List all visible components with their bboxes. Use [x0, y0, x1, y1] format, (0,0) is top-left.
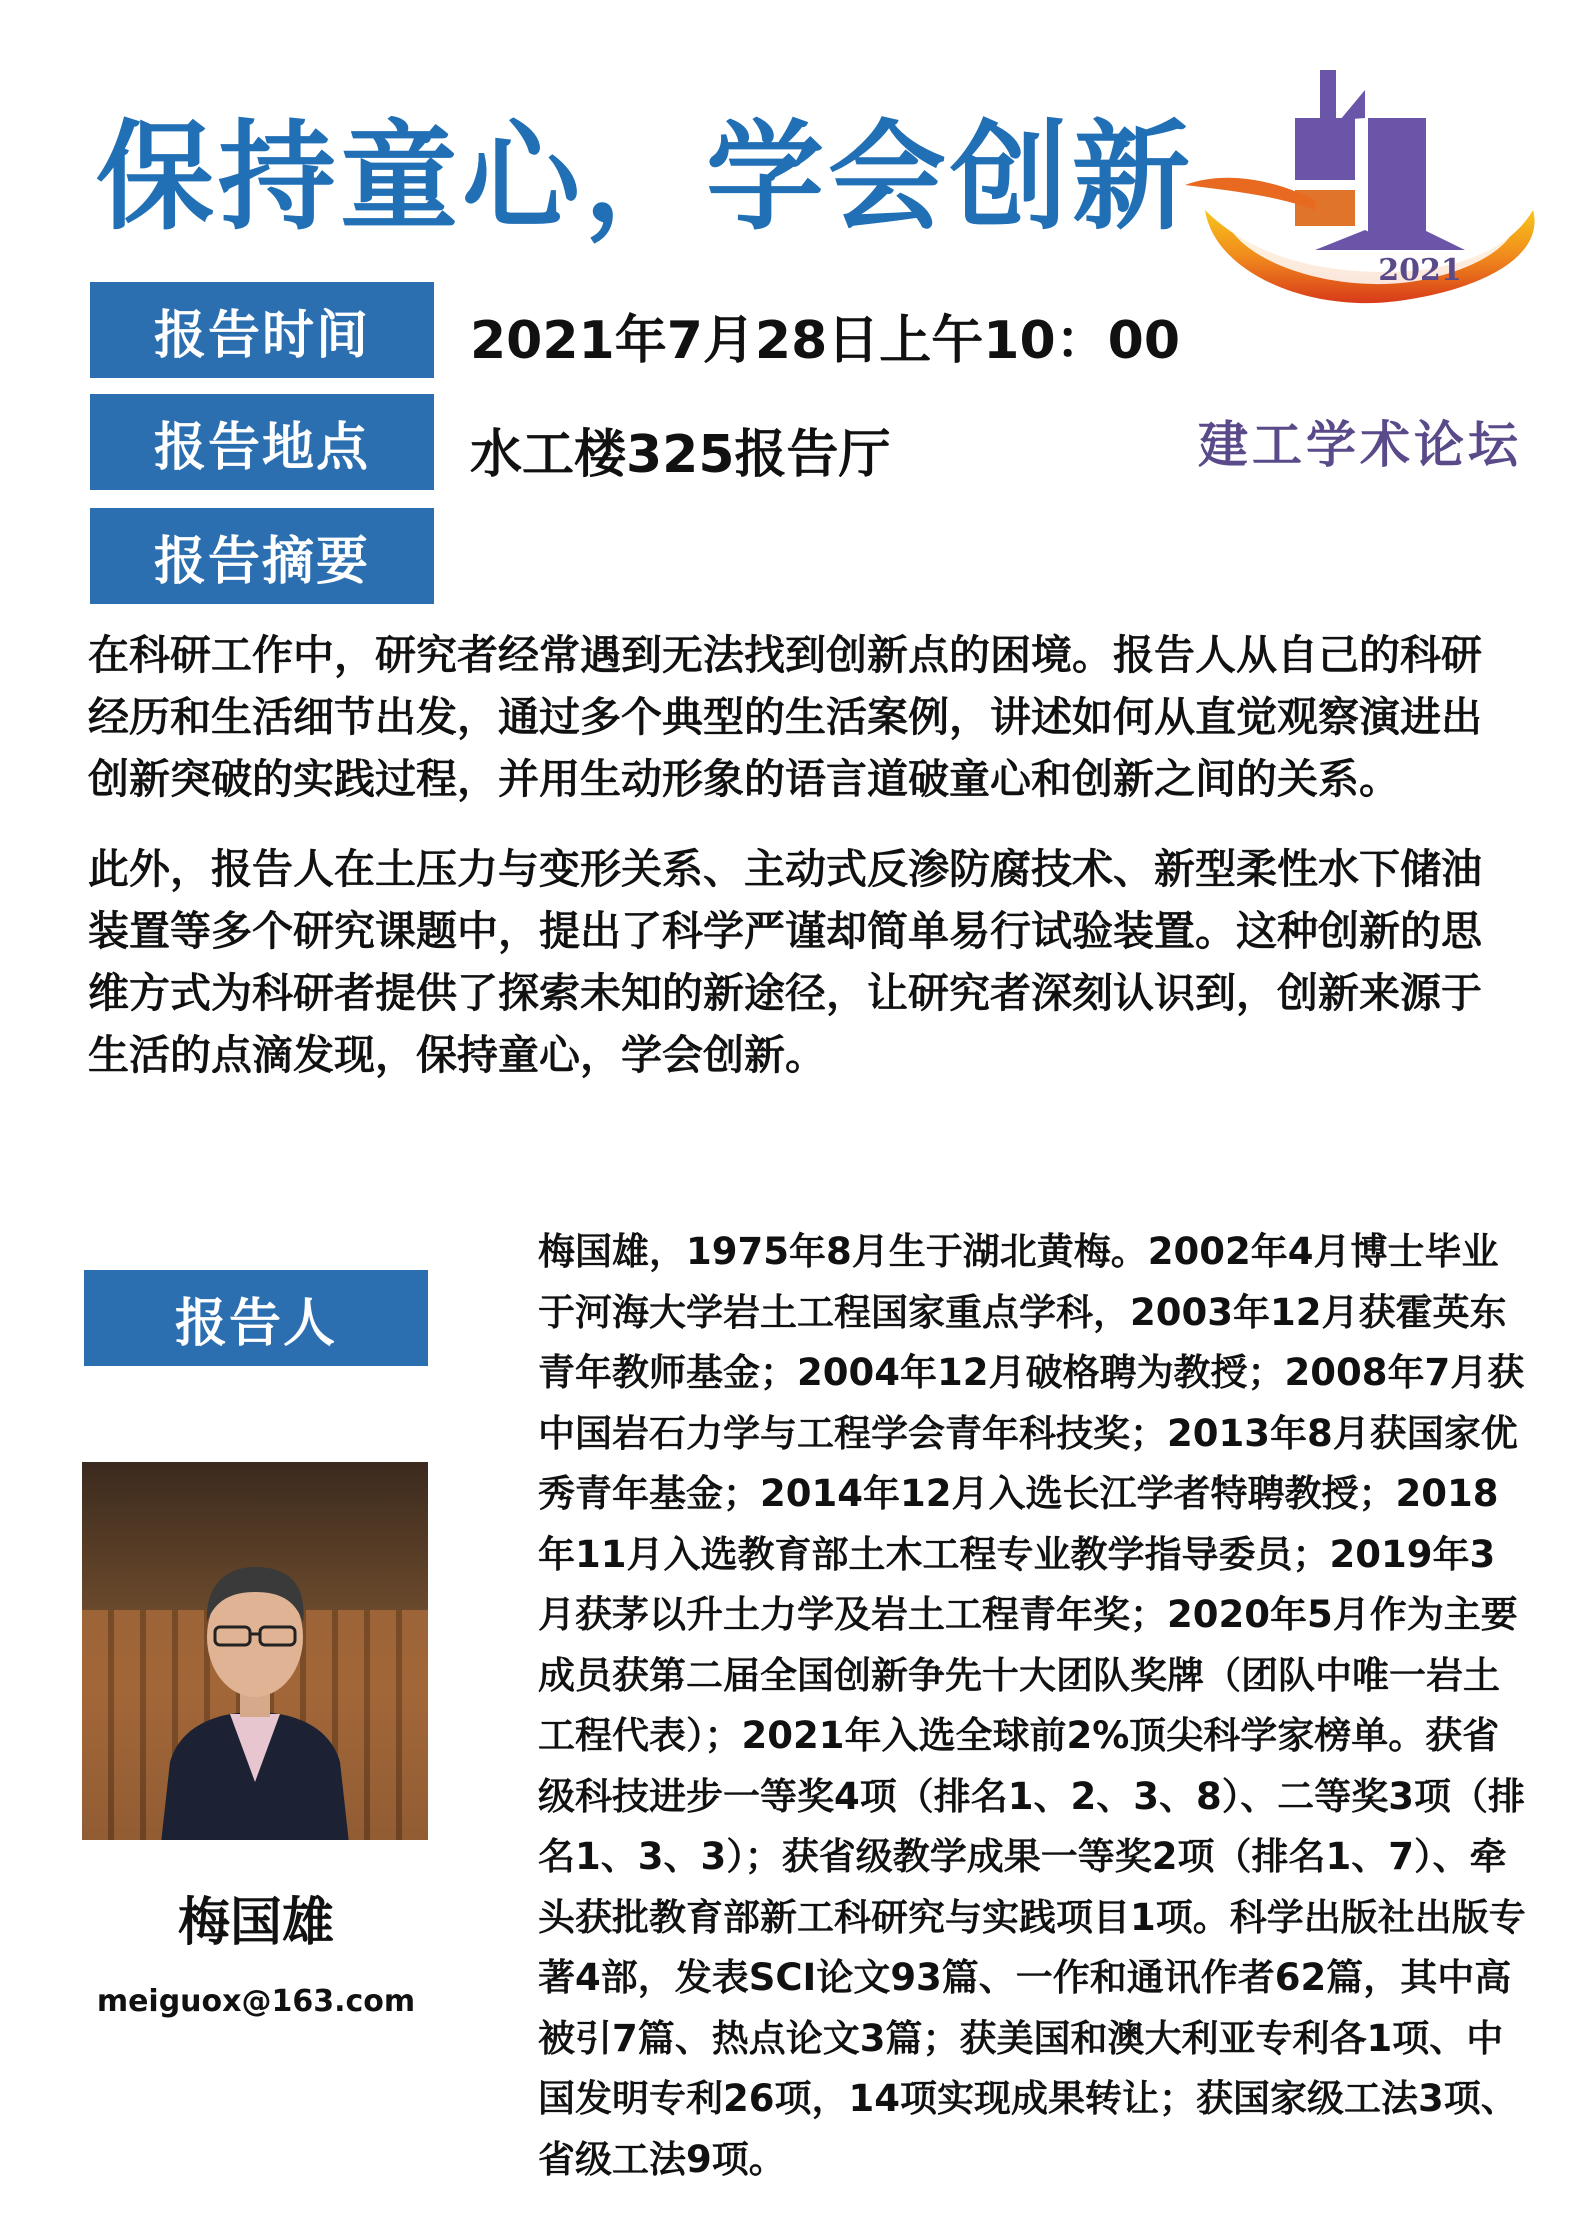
speaker-label: 报告人 — [84, 1270, 428, 1366]
report-abstract-label: 报告摘要 — [90, 508, 434, 604]
speaker-bio: 梅国雄，1975年8月生于湖北黄梅。2002年4月博士毕业于河海大学岩土工程国家重点学科，2003年12月获霍英东青年教师基金；2004年12月破格聘为教授；2008年7月获中国岩石力学与工程学会青年科技奖；2013年8月获国家优秀青年基金；2014年12月入选长江学者特聘教授；2018年11月入选教育部土木工程专业教学指导委员；2019年3月获茅以升土力学及岩土工程青年奖；2020年5月作为主要成员获第二届全国创新争先十大团队奖牌（团队中唯一岩土工程代表）；2021年入选全球前2%顶尖科学家榜单。获省级科技进步一等奖4项（排名1、2、3、8）、二等奖3项（排名1、3、3）；获省级教学成果一等奖2项（排名1、7）、牵头获批教育部新工科研究与实践项目1项。科学出版社出版专著4部，发表SCI论文93篇、一作和通讯作者62篇，其中高被引7篇、热点论文3篇；获美国和澳大利亚专利各1项、中国发明专利26项，14项实现成果转让；获国家级工法3项、省级工法9项。 — [538, 1230, 1526, 2181]
speaker-photo — [82, 1462, 428, 1840]
report-time-label: 报告时间 — [90, 282, 434, 378]
report-place-label: 报告地点 — [90, 394, 434, 490]
report-place-value: 水工楼325报告厅 — [470, 425, 891, 485]
speaker-name: 梅国雄 — [177, 1893, 334, 1953]
report-time-value: 2021年7月28日上午10：00 — [470, 311, 1180, 371]
forum-logo-icon — [1165, 60, 1555, 360]
logo-text: 建工学术论坛 — [1198, 415, 1522, 474]
abstract-paragraph-1: 在科研工作中，研究者经常遇到无法找到创新点的困境。报告人从自己的科研经历和生活细节出发，通过多个典型的生活案例，讲述如何从直觉观察演进出创新突破的实践过程，并用生动形象的语言道破童心和创新之间的关系。 — [88, 631, 1482, 803]
abstract-section — [88, 624, 1508, 1114]
speaker-email: meiguox@163.com — [96, 1984, 416, 2019]
logo-year: 2021 — [1378, 253, 1462, 288]
poster-title: 保持童心，学会创新 — [96, 108, 1195, 246]
abstract-paragraph-2: 此外，报告人在土压力与变形关系、主动式反渗防腐技术、新型柔性水下储油装置等多个研究课题中，提出了科学严谨却简单易行试验装置。这种创新的思维方式为科研者提供了探索未知的新途径，让研究者深刻认识到，创新来源于生活的点滴发现，保持童心，学会创新。 — [88, 845, 1482, 1079]
